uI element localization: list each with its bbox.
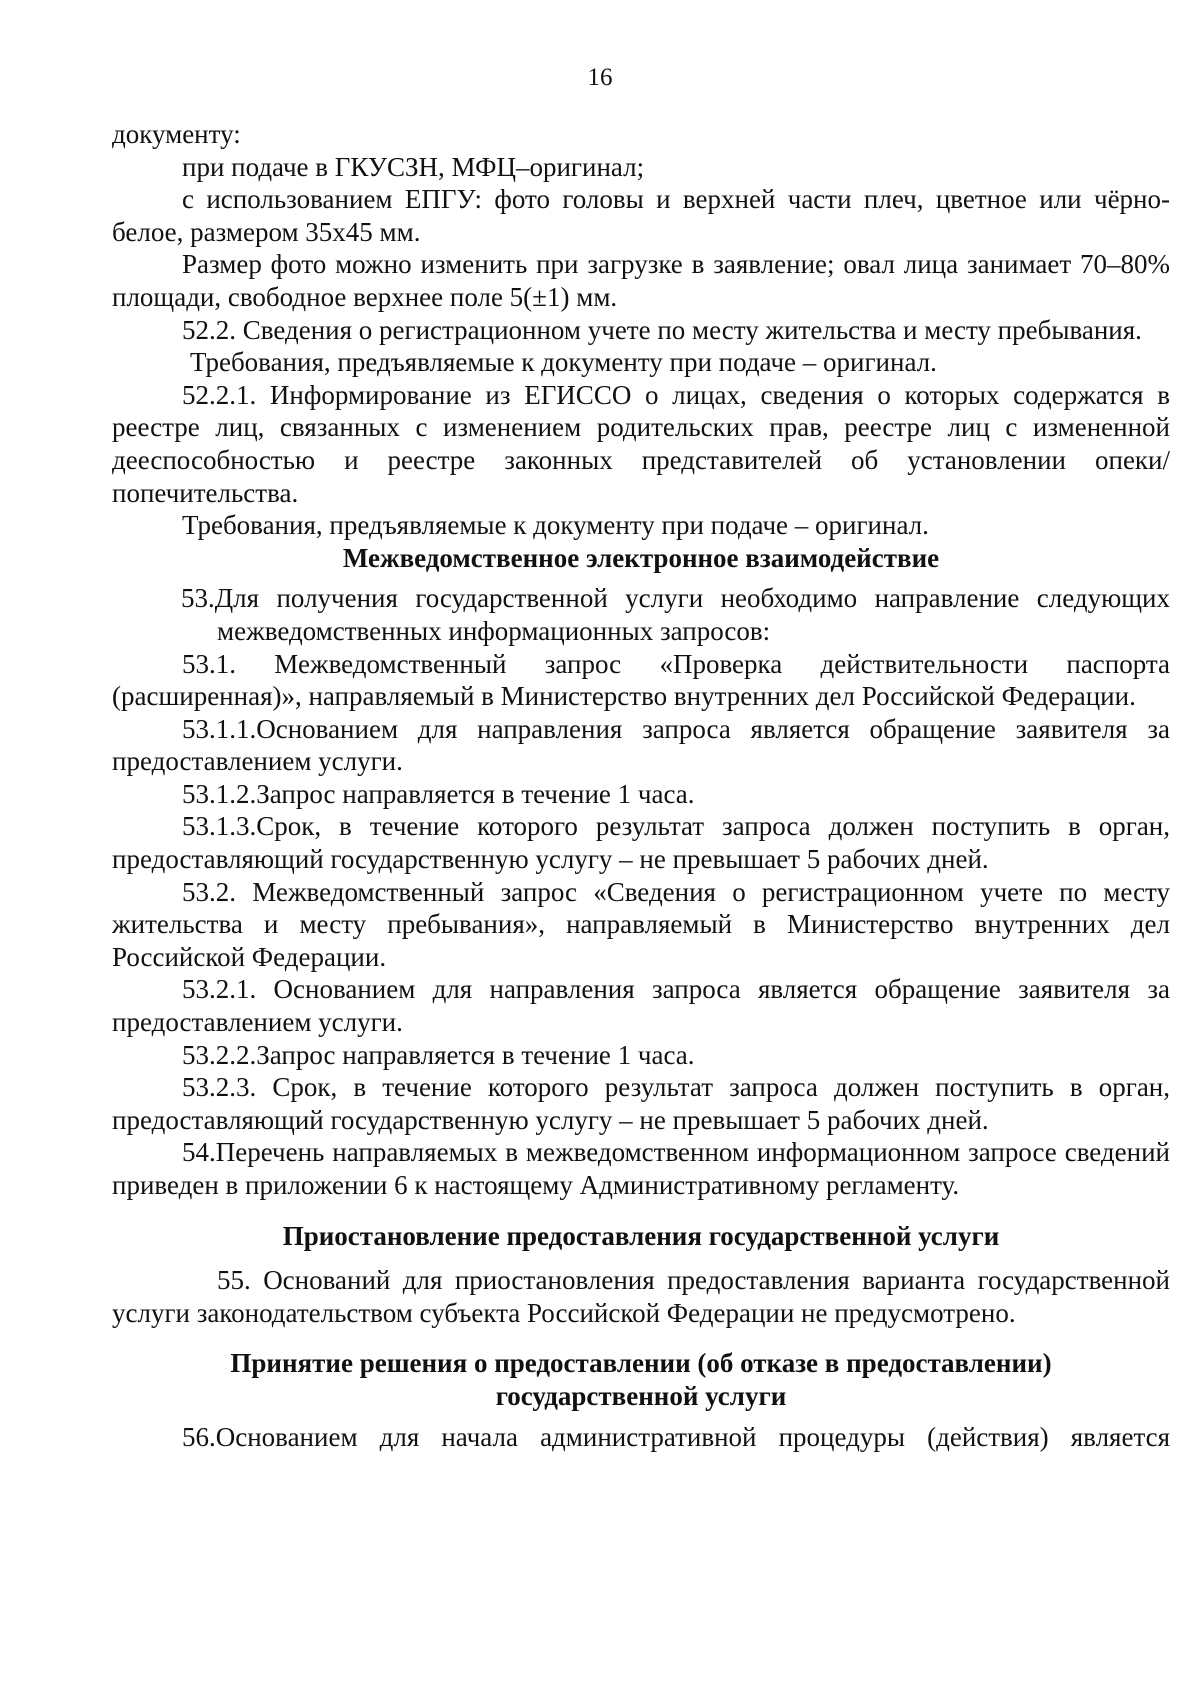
paragraph: 53.1.3.Срок, в течение которого результат запроса должен поступить в орган, предоставляющий государственную услугу – не превышает 5 рабочих дней. <box>112 811 1170 875</box>
paragraph: Требования, предъявляемые к документу при подаче – оригинал. <box>190 347 937 378</box>
paragraph: документу: <box>112 119 241 149</box>
paragraph: 53.2.1. Основанием для направления запроса является обращение заявителя за предоставлением услуги. <box>112 974 1170 1038</box>
paragraph: 53.1. Межведомственный запрос «Проверка действительности паспорта (расширенная)», направляемый в Министерство внутренних дел Российской Федерации. <box>112 648 1170 712</box>
paragraph: 54.Перечень направляемых в межведомственном информационном запросе сведений приведен в приложении 6 к настоящему Административному регламенту. <box>112 1137 1170 1200</box>
paragraph: 55. Оснований для приостановления предоставления варианта государственной услуги законодательством субъекта Российской Федерации не предусмотрено. <box>112 1265 1170 1328</box>
page-number: 16 <box>587 64 613 91</box>
paragraph: 56.Основанием для начала административной процедуры (действия) является <box>182 1421 1170 1452</box>
paragraph: с использованием ЕПГУ: фото головы и верхней части плеч, цветное или чёрно-белое, размером 35х45 мм. <box>112 184 1170 247</box>
document-body <box>112 118 1170 1453</box>
section-heading: Приостановление предоставления государственной услуги <box>282 1220 1000 1251</box>
paragraph: 53.2.3. Срок, в течение которого результат запроса должен поступить в орган, предоставляющий государственную услугу – не превышает 5 рабочих дней. <box>112 1072 1170 1135</box>
paragraph: 52.2.1. Информирование из ЕГИССО о лицах, сведения о которых содержатся в реестре лиц, связанных с изменением родительских прав, реестре лиц с измененной дееспособностью и реестре законных представителей об установлении опеки/ попечительства. <box>112 379 1170 508</box>
paragraph: 53.1.2.Запрос направляется в течение 1 часа. <box>182 778 695 809</box>
section-heading: Межведомственное электронное взаимодействие <box>342 542 940 573</box>
paragraph: Размер фото можно изменить при загрузке в заявление; овал лица занимает 70–80% площади, свободное верхнее поле 5(±1) мм. <box>112 249 1170 312</box>
paragraph: Требования, предъявляемые к документу при подаче – оригинал. <box>182 510 929 541</box>
section-heading: государственной услуги <box>495 1380 787 1411</box>
paragraph: 53.1.1.Основанием для направления запроса является обращение заявителя за предоставлением услуги. <box>112 713 1170 777</box>
paragraph: 53.Для получения государственной услуги необходимо направление следующих межведомственных информационных запросов: <box>181 583 1170 646</box>
paragraph: 53.2.2.Запрос направляется в течение 1 часа. <box>182 1039 695 1070</box>
paragraph: 53.2. Межведомственный запрос «Сведения о регистрационном учете по месту жительства и месту пребывания», направляемый в Министерство внутренних дел Российской Федерации. <box>112 876 1170 972</box>
paragraph: 52.2. Сведения о регистрационном учете по месту жительства и месту пребывания. <box>182 314 1142 345</box>
section-heading: Принятие решения о предоставлении (об отказе в предоставлении) <box>230 1348 1052 1379</box>
paragraph: при подаче в ГКУСЗН, МФЦ–оригинал; <box>182 151 645 182</box>
